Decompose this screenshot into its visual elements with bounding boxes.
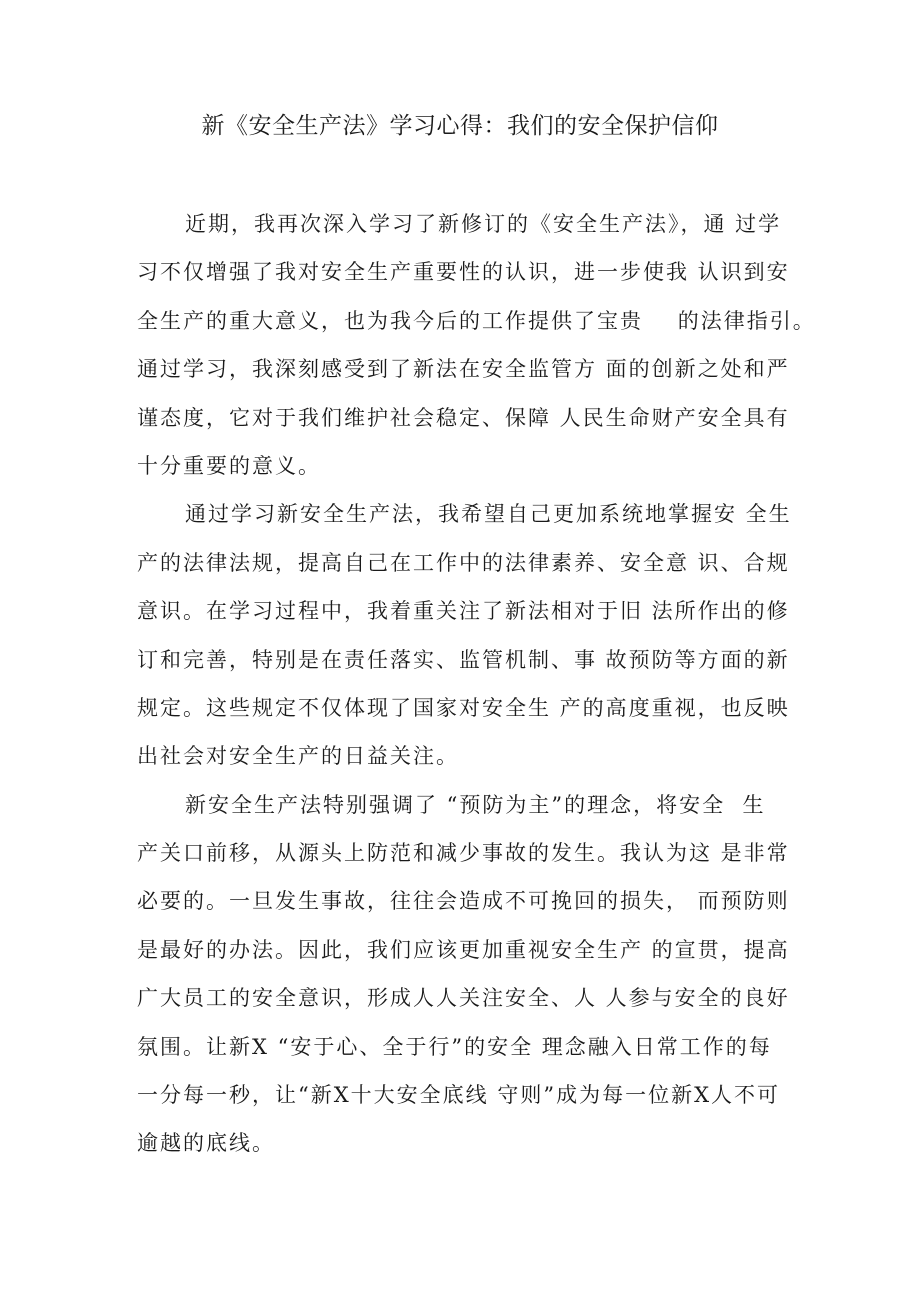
paragraph-1-line-4: 通过学习，我深刻感受到了新法在安全监管方 面的创新之处和严	[137, 357, 790, 382]
paragraph-3-line-1: 新安全生产法特别强调了 “预防为主”的理念，将安全 生	[185, 792, 766, 817]
paragraph-3-line-3: 必要的。一旦发生事故，往往会造成不可挽回的损失， 而预防则	[137, 889, 790, 914]
paragraph-1-line-5: 谨态度，它对于我们维护社会稳定、保障 人民生命财产安全具有	[137, 405, 790, 430]
paragraph-2-line-3: 意识。在学习过程中，我着重关注了新法相对于旧 法所作出的修	[137, 599, 790, 624]
paragraph-2-line-2: 产的法律法规，提高自己在工作中的法律素养、安全意 识、合规	[137, 550, 790, 575]
document-body	[137, 200, 816, 1168]
paragraph-2-line-4: 订和完善，特别是在责任落实、监管机制、事 故预防等方面的新	[137, 647, 790, 672]
paragraph-2-line-6: 出社会对安全生产的日益关注。	[137, 744, 459, 769]
paragraph-1-line-1: 近期，我再次深入学习了新修订的《安全生产法》，通 过学	[185, 212, 782, 236]
paragraph-3-line-7: 一分每一秒，让“新X十大安全底线 守则”成为每一位新X人不可	[137, 1083, 781, 1108]
paragraph-3-line-2: 产关口前移，从源头上防范和减少事故的发生。我认为这 是非常	[137, 841, 790, 866]
paragraph-3-line-6: 氛围。让新X “安于心、全于行”的安全 理念融入日常工作的每	[137, 1034, 772, 1059]
paragraph-1-line-2: 习不仅增强了我对安全生产重要性的认识，进一步使我 认识到安	[137, 260, 790, 285]
paragraph-1-line-3: 全生产的重大意义，也为我今后的工作提供了宝贵 的法律指引。	[137, 308, 816, 333]
paragraph-2-line-5: 规定。这些规定不仅体现了国家对安全生 产的高度重视，也反映	[137, 695, 790, 720]
paragraph-3-line-4: 是最好的办法。因此，我们应该更加重视安全生产 的宣贯，提高	[137, 937, 790, 962]
paragraph-3-line-8: 逾越的底线。	[137, 1131, 275, 1156]
paragraph-1-line-6: 十分重要的意义。	[137, 453, 321, 478]
document-title: 新《安全生产法》学习心得：我们的安全保护信仰	[201, 113, 719, 139]
paragraph-2-line-1: 通过学习新安全生产法，我希望自己更加系统地掌握安 全生	[185, 502, 792, 527]
paragraph-3-line-5: 广大员工的安全意识，形成人人关注安全、人 人参与安全的良好	[137, 986, 790, 1011]
